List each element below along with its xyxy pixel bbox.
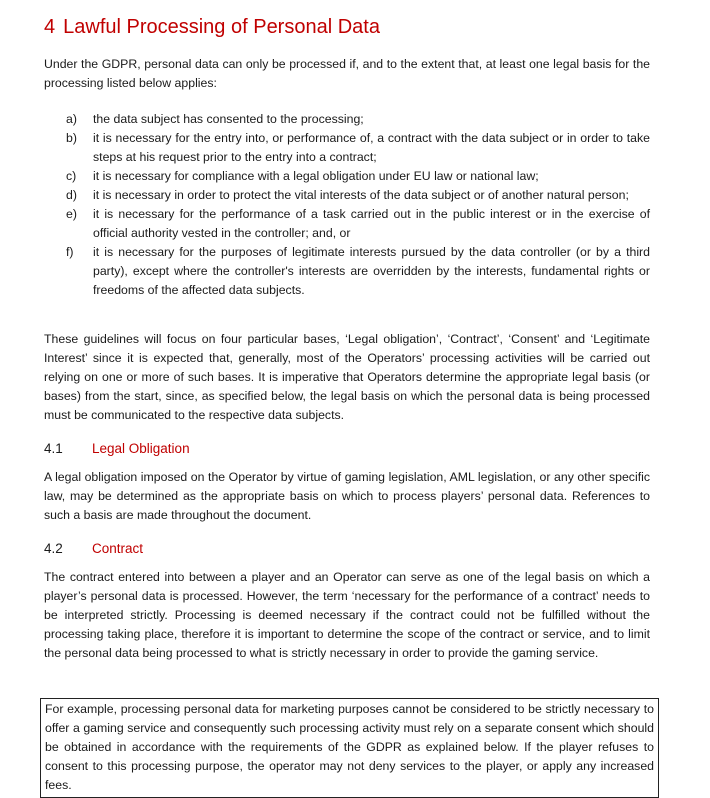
- list-letter: a): [66, 112, 77, 126]
- legal-obligation-paragraph: A legal obligation imposed on the Operator by virtue of gaming legislation, AML legislation, or any other specific law, may be determined as the appropriate basis on which to process players’ personal data. References to such a basis are made throughout the document.: [44, 470, 650, 522]
- example-text: For example, processing personal data for marketing purposes cannot be considered to be strictly necessary to offer a gaming service and consequently such processing activity must rely on a separate consent which should be obtained in accordance with the requirements of the GDPR as explained below. If the player refuses to consent to this processing purpose, the operator may not deny services to the player, or apply any increased fees.: [45, 702, 654, 792]
- subsection-title: Contract: [92, 541, 144, 556]
- list-letter: c): [66, 169, 77, 183]
- subsection-title: Legal Obligation: [92, 441, 190, 456]
- list-letter: f): [66, 245, 74, 259]
- list-item: [66, 110, 650, 129]
- list-text: it is necessary for the performance of a task carried out in the public interest or in the exercise of official authority vested in the controller; and, or: [93, 207, 650, 240]
- list-letter: d): [66, 188, 77, 202]
- list-text: it is necessary for compliance with a legal obligation under EU law or national law;: [93, 169, 539, 183]
- section-title: Lawful Processing of Personal Data: [63, 16, 380, 38]
- list-text: it is necessary for the entry into, or performance of, a contract with the data subject or in order to take steps at his request prior to the entry into a contract;: [93, 131, 650, 164]
- list-item: [66, 167, 650, 186]
- list-letter: e): [66, 207, 77, 221]
- subsection-heading-4-2: [44, 539, 143, 559]
- guidelines-paragraph: These guidelines will focus on four particular bases, ‘Legal obligation’, ‘Contract’, ‘Consent’ and ‘Legitimate Interest’ since it is expected that, generally, most of the Operators’ processing activities will be carried out relying on one or more of such bases. It is imperative that Operators determine the appropriate legal basis (or bases) from the start, since, as specified below, the legal basis on which the personal data is being processed must be communicated to the respective data subjects.: [44, 332, 650, 422]
- list-item: [66, 205, 650, 243]
- example-box: [40, 698, 659, 798]
- list-text: it is necessary in order to protect the vital interests of the data subject or of another natural person;: [93, 188, 629, 202]
- list-item: [66, 243, 650, 300]
- intro-paragraph: Under the GDPR, personal data can only be processed if, and to the extent that, at least one legal basis for the processing listed below applies:: [44, 57, 650, 90]
- list-item: [66, 186, 650, 205]
- legal-basis-list: [66, 110, 650, 300]
- list-letter: b): [66, 131, 77, 145]
- contract-paragraph: The contract entered into between a player and an Operator can serve as one of the legal basis on which a player’s personal data is processed. However, the term ‘necessary for the performance of a contract’ needs to be interpreted strictly. Processing is deemed necessary if the contract could not be fulfilled without the processing taking place, therefore it is important to determine the scope of the contract or service, and to limit the personal data being processed to what is strictly necessary in order to provide the gaming service.: [44, 570, 650, 660]
- subsection-heading-4-1: [44, 439, 190, 459]
- list-item: [66, 129, 650, 167]
- subsection-number: 4.2: [44, 541, 63, 556]
- section-number: 4: [44, 16, 56, 38]
- subsection-number: 4.1: [44, 441, 63, 456]
- list-text: the data subject has consented to the processing;: [93, 112, 364, 126]
- section-heading: [44, 13, 380, 41]
- list-text: it is necessary for the purposes of legitimate interests pursued by the data controller (or by a third party), except where the controller's interests are overridden by the interests, fundamental rights or freedoms of the affected data subjects.: [93, 245, 650, 297]
